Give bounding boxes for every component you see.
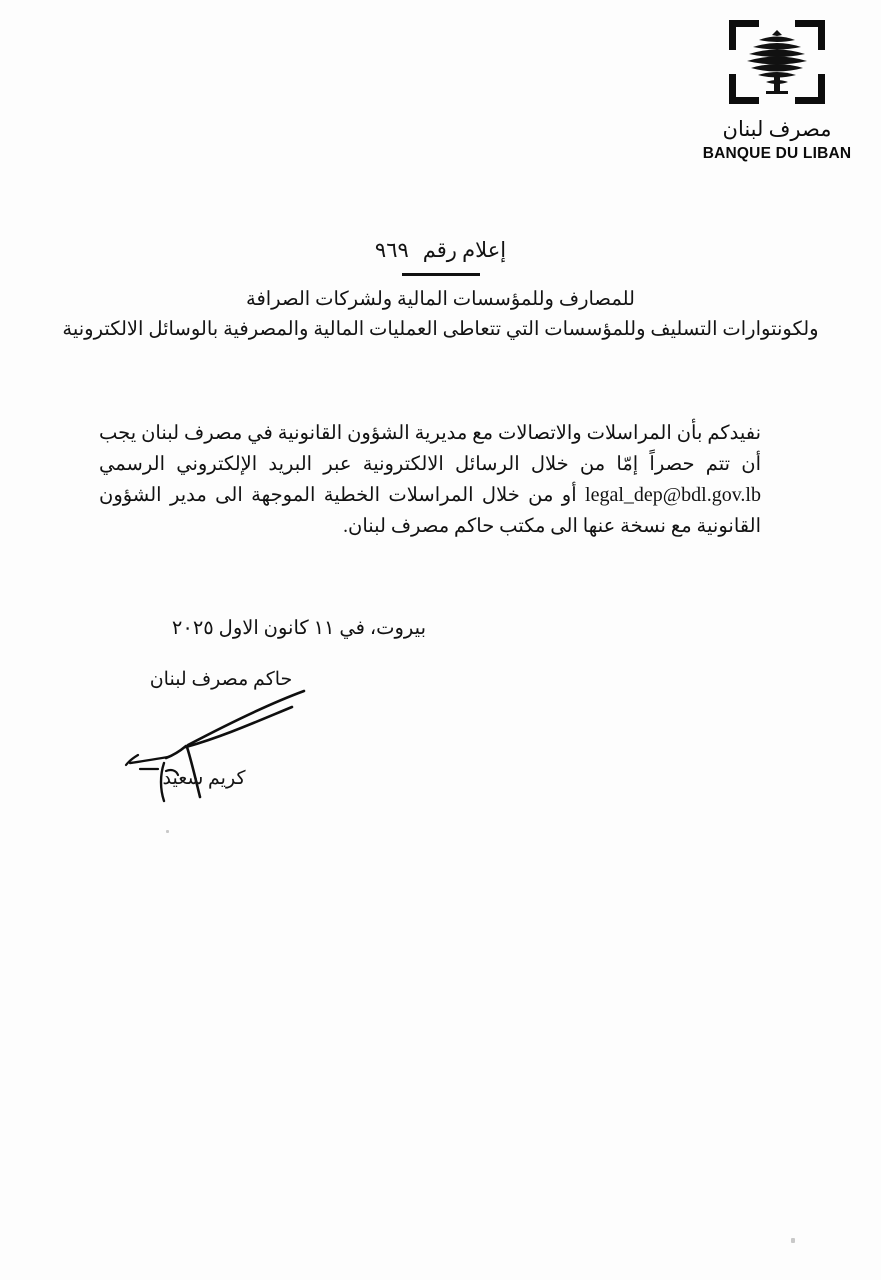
legal-department-email: legal_dep@bdl.gov.lb [585, 484, 761, 506]
title-label: إعلام رقم [422, 238, 507, 262]
signature-block [106, 668, 336, 790]
body-part-2: أو من خلال المراسلات الخطية الموجهة الى مدير الشؤون القانونية مع نسخة عنها الى مكتب حاكم مصرف لبنان. [99, 485, 761, 537]
signatory-role: حاكم مصرف لبنان [149, 669, 293, 690]
page-title [0, 238, 881, 263]
cedar-tree-in-bracket-frame-icon [725, 16, 829, 108]
scan-artifact [166, 830, 169, 833]
title-block [0, 238, 881, 284]
date-line: بيروت، في ١١ كانون الاول ٢٠٢٥ [171, 618, 426, 639]
body-part-1: نفيدكم بأن المراسلات والاتصالات مع مديرية الشؤون القانونية في مصرف لبنان يجب أن تتم حصراً إمّا من خلال الرسائل الالكترونية عبر البريد الإلكتروني الرسمي [99, 423, 761, 475]
scan-artifact [791, 1238, 795, 1243]
body-paragraph [99, 418, 761, 542]
letterhead-french-name: BANQUE DU LIBAN [702, 145, 852, 162]
letterhead-arabic-name: مصرف لبنان [722, 117, 832, 141]
title-divider [402, 273, 480, 276]
addressee-line-2: ولكونتوارات التسليف وللمؤسسات التي تتعاطى العمليات المالية والمصرفية بالوسائل الالكترونية [62, 319, 819, 340]
addressee-line-1: للمصارف وللمؤسسات المالية ولشركات الصرافة [245, 289, 636, 310]
letterhead [697, 16, 857, 163]
addressee-block [0, 285, 881, 345]
signatory-name: كريم سعيد [162, 768, 246, 789]
title-number: ٩٦٩ [374, 238, 409, 262]
